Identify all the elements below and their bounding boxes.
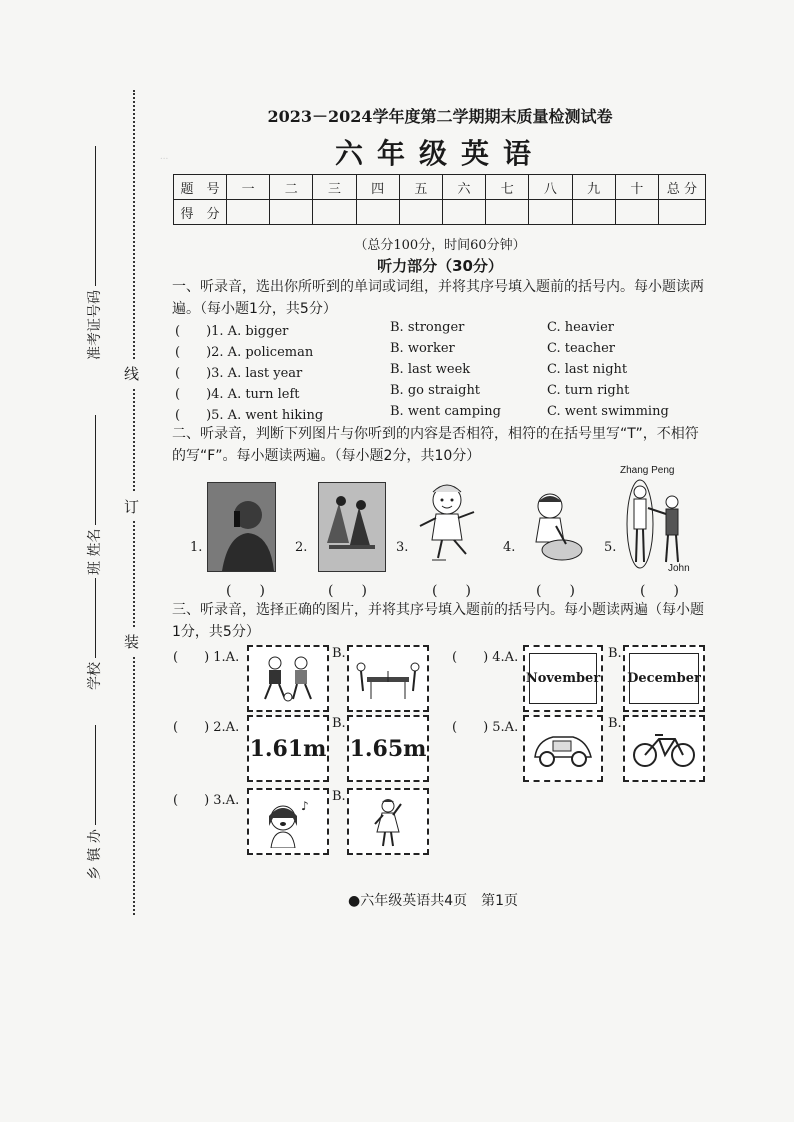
score-row-label: 得 分 (174, 200, 227, 225)
s1-q1-c: C. heavier (547, 320, 614, 335)
section1-instruction: 一、听录音，选出你所听到的单词或词组，并将其序号填入题前的括号内。每小题读两遍。（每小题1分，共5分） (172, 279, 704, 317)
s1-q1-a: ( )1. A. bigger (175, 324, 289, 339)
s2-label-1: 1. (190, 540, 203, 555)
score-input-cell[interactable] (486, 200, 529, 225)
s1-q3-b: B. last week (390, 362, 471, 377)
card-height-161: 1.61m (249, 735, 327, 762)
s2-picture-4-boy-washing (520, 488, 590, 568)
s2-answer-paren-3[interactable]: ( ) (432, 583, 471, 599)
girl-dancing-icon (355, 796, 421, 848)
s1-q2-c: C. teacher (547, 341, 615, 356)
s3-q1-option-a[interactable] (247, 645, 329, 712)
score-input-cell[interactable] (270, 200, 313, 225)
s2-label-4: 4. (503, 540, 516, 555)
listening-heading: 听力部分（30分） (377, 257, 503, 275)
children-playing-icon (255, 653, 321, 705)
card-november: November (525, 671, 601, 686)
card-december: December (627, 671, 701, 686)
s1-question-4[interactable] (175, 383, 705, 403)
s1-q2-b: B. worker (390, 341, 455, 356)
score-cell: 五 (399, 175, 442, 200)
score-input-cell[interactable] (442, 200, 485, 225)
school-label: 学校 (87, 662, 103, 690)
s2-answer-paren-4[interactable]: ( ) (536, 583, 575, 599)
s1-q1-b: B. stronger (390, 320, 465, 335)
section2-instruction: 二、听录音，判断下列图片与你听到的内容是否相符，相符的在括号里写“T”，不相符的写“F”。每小题读两遍。（每小题2分，共10分） (172, 426, 699, 464)
score-cell: 七 (486, 175, 529, 200)
bicycle-icon (631, 727, 697, 771)
s3-q3-option-b[interactable] (347, 788, 429, 855)
s3-q5-label[interactable]: ( ) 5.A. (452, 720, 519, 735)
s3-q5-option-b[interactable] (623, 715, 705, 782)
car-icon (531, 727, 595, 771)
s1-q4-b: B. go straight (390, 383, 481, 398)
s2-picture-5-two-boys (620, 478, 690, 570)
s2-label-5: 5. (604, 540, 617, 555)
svg-text:♪: ♪ (301, 798, 309, 813)
s3-q4-option-a[interactable] (523, 645, 603, 712)
s3-q5-option-a[interactable] (523, 715, 603, 782)
s3-q4-option-b[interactable] (623, 645, 705, 712)
s1-q3-a: ( )3. A. last year (175, 366, 303, 381)
s1-question-5[interactable] (175, 404, 705, 424)
score-cell: 题 号 (174, 175, 227, 200)
exam-title: 2023－2024学年度第二学期期末质量检测试卷 (267, 107, 613, 126)
score-cell: 总 分 (659, 175, 706, 200)
s3-q3-label[interactable]: ( ) 3.A. (173, 793, 240, 808)
bleed-through-text: ... (160, 150, 169, 162)
phone-man-illustration (208, 483, 275, 571)
s3-q3-b-label: B. (332, 789, 346, 804)
bind-label-ding: 订 (124, 493, 139, 520)
score-table (173, 174, 706, 225)
s3-q2-option-b[interactable] (347, 715, 429, 782)
s2-answer-paren-5[interactable]: ( ) (640, 583, 679, 599)
township-label: 乡 镇 办 (87, 829, 103, 880)
s1-question-2[interactable] (175, 341, 705, 361)
s2-picture-3-skating-girl (412, 478, 482, 568)
s1-q3-c: C. last night (547, 362, 628, 377)
score-input-cell[interactable] (356, 200, 399, 225)
score-cell: 一 (227, 175, 270, 200)
s1-question-3[interactable] (175, 362, 705, 382)
page-footer: ●六年级英语共4页 第1页 (348, 893, 519, 909)
boy-washing-illustration (520, 488, 590, 568)
s3-q1-b-label: B. (332, 646, 346, 661)
two-boys-illustration (620, 478, 690, 570)
bind-label-zhuang: 装 (124, 628, 139, 655)
s1-q4-c: C. turn right (547, 383, 630, 398)
s2-answer-paren-2[interactable]: ( ) (328, 583, 367, 599)
bind-label-xian: 线 (124, 360, 139, 387)
score-cell: 八 (529, 175, 572, 200)
s3-q4-label[interactable]: ( ) 4.A. (452, 650, 519, 665)
riders-illustration (319, 483, 385, 571)
s1-q2-a: ( )2. A. policeman (175, 345, 314, 360)
score-cell: 三 (313, 175, 356, 200)
s2-label-3: 3. (396, 540, 409, 555)
s3-q1-label[interactable]: ( ) 1.A. (173, 650, 240, 665)
class-name-label: 班 姓名 (87, 528, 103, 575)
s1-q5-c: C. went swimming (547, 404, 669, 419)
s1-question-1[interactable] (175, 320, 705, 340)
score-cell: 四 (356, 175, 399, 200)
score-input-cell[interactable] (659, 200, 706, 225)
ping-pong-icon (355, 653, 421, 705)
score-table-score-row (174, 200, 706, 225)
s3-q2-b-label: B. (332, 716, 346, 731)
score-table-header-row (174, 175, 706, 200)
admission-number-label: 准考证号码 (87, 290, 103, 360)
score-input-cell[interactable] (399, 200, 442, 225)
admission-number-field[interactable] (84, 146, 104, 360)
class-name-field[interactable] (84, 415, 104, 575)
score-cell: 十 (615, 175, 658, 200)
s2-picture-1-man-on-phone (207, 482, 276, 572)
girl-singing-icon (255, 796, 321, 848)
s3-q4-b-label: B. (608, 646, 622, 661)
township-field[interactable] (84, 725, 104, 880)
school-field[interactable] (84, 578, 104, 690)
s2-label-2: 2. (295, 540, 308, 555)
s2-answer-paren-1[interactable]: ( ) (226, 583, 265, 599)
name-john: John (668, 563, 690, 574)
s3-q3-option-a[interactable] (247, 788, 329, 855)
score-input-cell[interactable] (615, 200, 658, 225)
score-cell: 九 (572, 175, 615, 200)
s1-q5-b: B. went camping (390, 404, 501, 419)
score-cell: 六 (442, 175, 485, 200)
s1-q4-a: ( )4. A. turn left (175, 387, 300, 402)
section3-instruction: 三、听录音，选择正确的图片，并将其序号填入题前的括号内。每小题读两遍（每小题1分，共5分） (172, 602, 704, 640)
score-input-cell[interactable] (529, 200, 572, 225)
name-zhang-peng: Zhang Peng (620, 465, 675, 476)
s3-q5-b-label: B. (608, 716, 622, 731)
card-height-165: 1.65m (349, 735, 427, 762)
score-input-cell[interactable] (313, 200, 356, 225)
s2-picture-2-riders (318, 482, 386, 572)
s3-q2-option-a[interactable] (247, 715, 329, 782)
score-input-cell[interactable] (227, 200, 270, 225)
s1-q5-a: ( )5. A. went hiking (175, 408, 324, 423)
exam-note: （总分100分，时间60分钟） (354, 238, 526, 253)
skating-girl-illustration (412, 478, 482, 568)
s3-q1-option-b[interactable] (347, 645, 429, 712)
score-cell: 二 (270, 175, 313, 200)
s3-q2-label[interactable]: ( ) 2.A. (173, 720, 240, 735)
score-input-cell[interactable] (572, 200, 615, 225)
subject-title: 六年级英语 (334, 137, 545, 170)
